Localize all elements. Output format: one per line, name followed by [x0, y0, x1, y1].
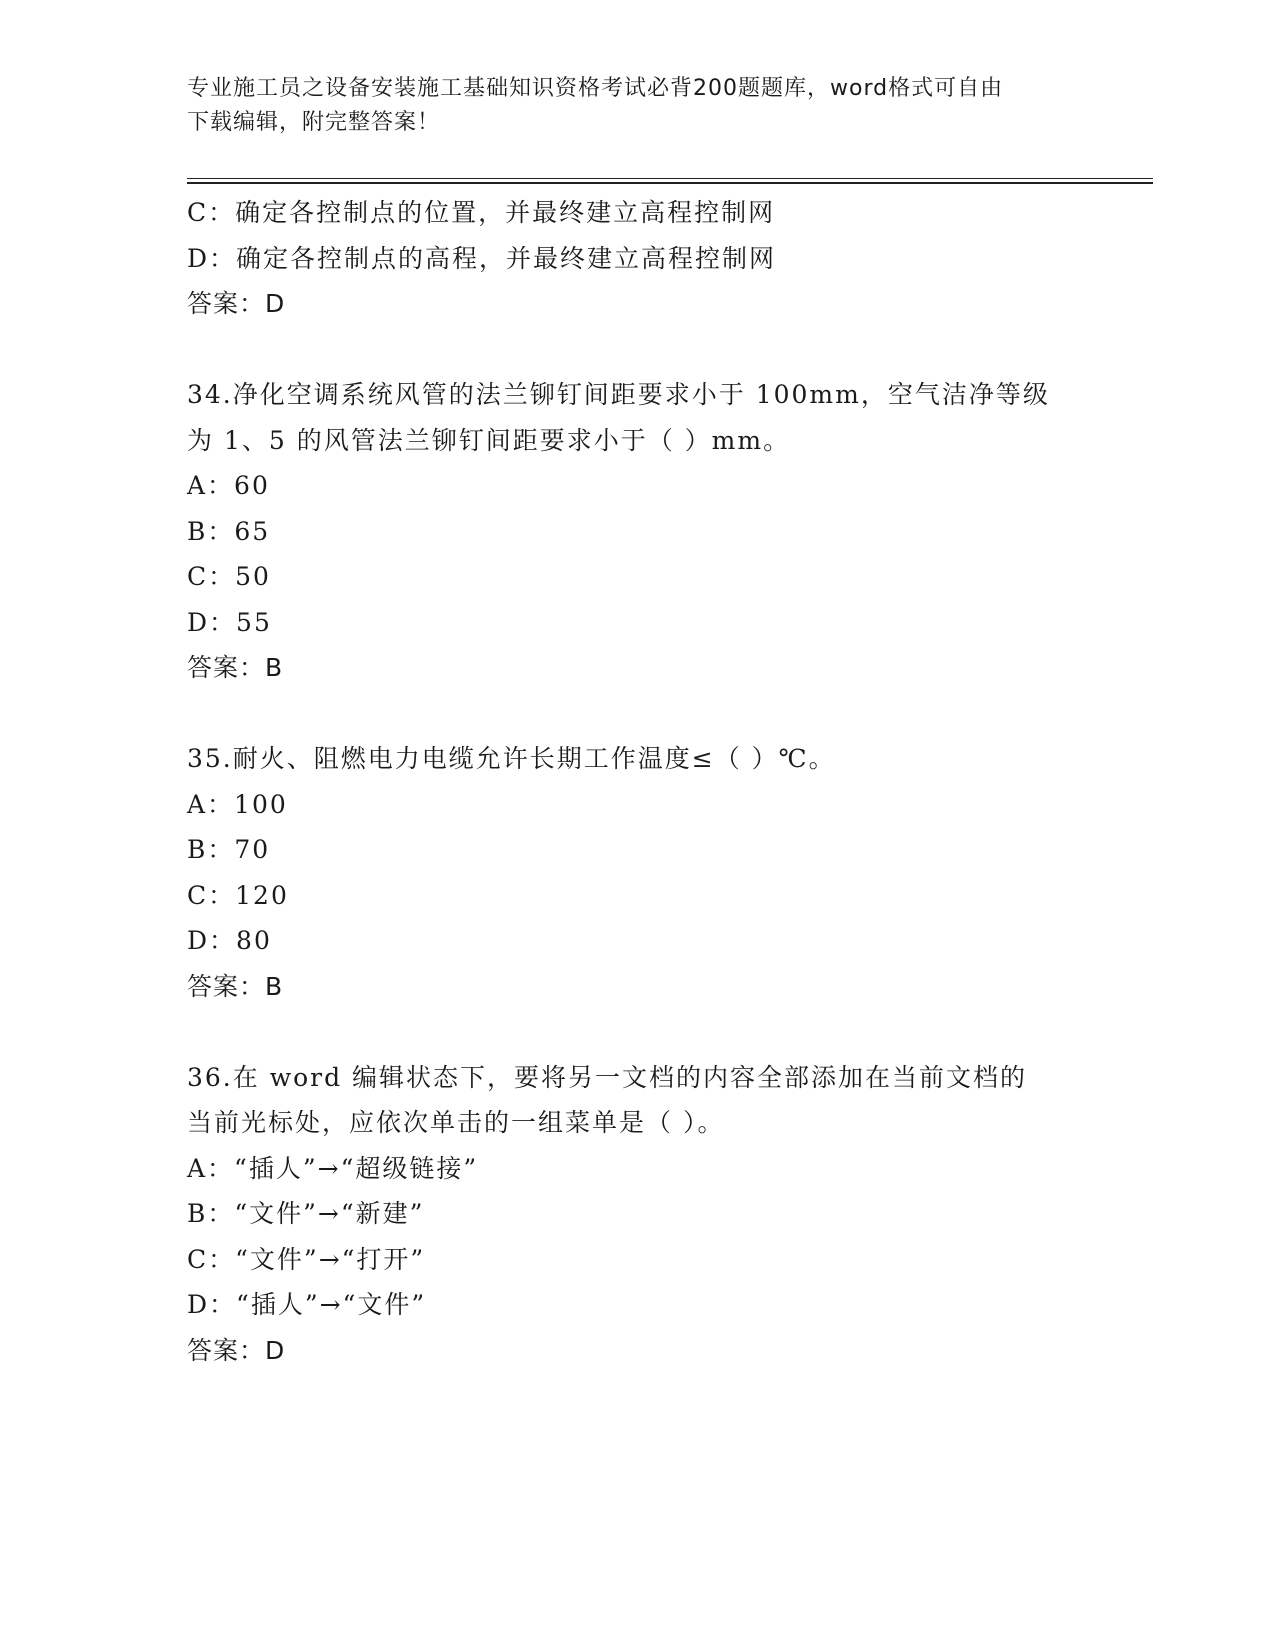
- question-stem-line: 35.耐火、阻燃电力电缆允许长期工作温度≤（ ）℃。: [187, 744, 836, 773]
- question-36: [187, 1055, 1087, 1374]
- option-d: D：80: [187, 926, 272, 955]
- answer-line: 答案：B: [187, 971, 284, 1001]
- question-list: [187, 190, 1087, 1373]
- question-stem-line: 为 1、5 的风管法兰铆钉间距要求小于（ ）mm。: [187, 425, 791, 455]
- document-header: [187, 72, 1087, 140]
- spacer: [187, 327, 1087, 373]
- question-35: [187, 736, 1087, 1009]
- answer-line: 答案：B: [187, 653, 284, 682]
- option-d: D：“插人”→“文件”: [187, 1290, 427, 1319]
- spacer: [187, 691, 1087, 737]
- option-a: A：60: [187, 471, 270, 500]
- option-c: C：“文件”→“打开”: [187, 1244, 426, 1274]
- option-c: C：50: [187, 562, 271, 591]
- option-b: B：“文件”→“新建”: [187, 1199, 425, 1228]
- question-stem-line: 当前光标处，应依次单击的一组菜单是（ ）。: [187, 1108, 725, 1137]
- answer-line: 答案：D: [187, 1335, 286, 1365]
- answer-line: 答案：D: [187, 289, 286, 318]
- option-c: C：确定各控制点的位置，并最终建立高程控制网: [187, 198, 776, 227]
- spacer: [187, 1009, 1087, 1055]
- option-c: C：120: [187, 880, 289, 910]
- question-stem-line: 34.净化空调系统风管的法兰铆钉间距要求小于 100mm，空气洁净等级: [187, 380, 1050, 409]
- question-34: [187, 372, 1087, 691]
- question-stem-line: 36.在 word 编辑状态下，要将另一文档的内容全部添加在当前文档的: [187, 1062, 1028, 1092]
- header-divider-thin: [187, 178, 1153, 179]
- header-divider-thick: [187, 182, 1153, 184]
- option-a: A：“插人”→“超级链接”: [187, 1153, 479, 1183]
- previous-question-tail: [187, 190, 1087, 327]
- option-b: B：70: [187, 835, 271, 864]
- option-b: B：65: [187, 516, 271, 546]
- option-d: D：确定各控制点的高程，并最终建立高程控制网: [187, 243, 777, 273]
- option-d: D：55: [187, 607, 272, 637]
- header-title-line-2: 下载编辑，附完整答案！: [187, 110, 441, 135]
- header-title-line-1: 专业施工员之设备安装施工基础知识资格考试必背200题题库，word格式可自由: [187, 76, 1004, 101]
- option-a: A：100: [187, 789, 288, 819]
